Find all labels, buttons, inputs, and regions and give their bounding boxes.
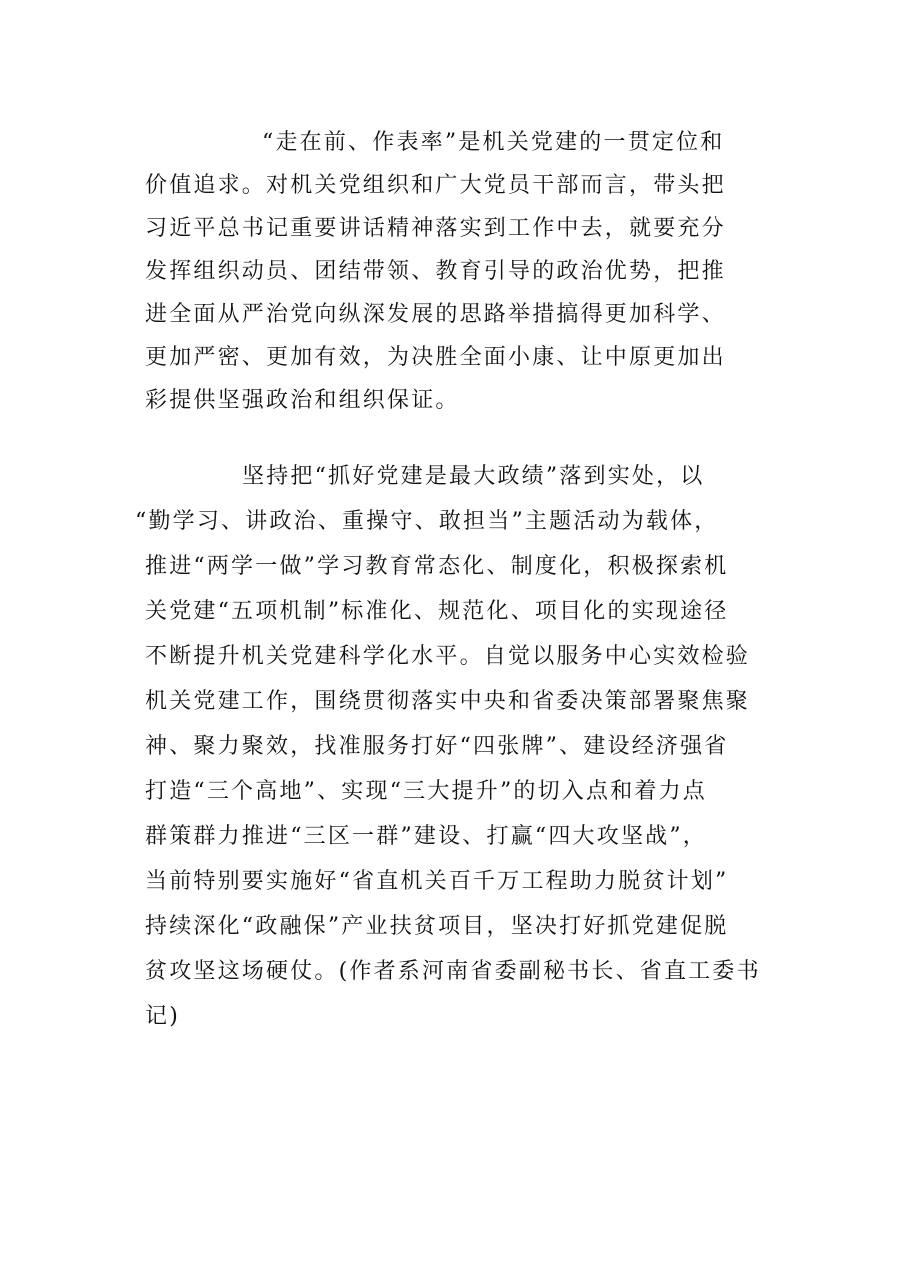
paragraph-1-line-7: 彩提供坚强政治和组织保证。 (145, 388, 460, 413)
paragraph-2-line-4: 关党建“五项机制”标准化、规范化、项目化的实现途径 (145, 599, 729, 624)
paragraph-1-line-3: 习近平总书记重要讲话精神落实到工作中去，就要充分 (145, 216, 726, 241)
paragraph-2-line-13: 记) (145, 1004, 180, 1029)
paragraph-2-line-8: 打造“三个高地”、实现“三大提升”的切入点和着力点 (145, 779, 707, 804)
paragraph-2-line-3: 推进“两学一做”学习教育常态化、制度化，积极探索机 (145, 554, 729, 579)
paragraph-1-line-5: 进全面从严治党向纵深发展的思路举措搞得更加科学、 (145, 302, 726, 327)
paragraph-1-line-1: “走在前、作表率”是机关党建的一贯定位和 (262, 130, 725, 155)
paragraph-2-line-10: 当前特别要实施好“省直机关百千万工程助力脱贫计划” (145, 869, 729, 894)
paragraph-2-line-6: 机关党建工作，围绕贯彻落实中央和省委决策部署聚焦聚 (145, 689, 751, 714)
paragraph-2-line-2: “勤学习、讲政治、重操守、敢担当”主题活动为载体， (135, 509, 719, 534)
paragraph-2-line-9: 群策群力推进“三区一群”建设、打赢“四大攻坚战”， (145, 824, 707, 849)
paragraph-1-line-6: 更加严密、更加有效，为决胜全面小康、让中原更加出 (145, 345, 726, 370)
paragraph-1-line-2: 价值追求。对机关党组织和广大党员干部而言，带头把 (145, 173, 726, 198)
paragraph-2-line-5: 不断提升机关党建科学化水平。自觉以服务中心实效检验 (145, 644, 751, 669)
paragraph-2-line-1: 坚持把“抓好党建是最大政绩”落到实处，以 (242, 464, 705, 489)
paragraph-2-line-11: 持续深化“政融保”产业扶贫项目，坚决打好抓党建促脱 (145, 914, 729, 939)
paragraph-2-line-7: 神、聚力聚效，找准服务打好“四张牌”、建设经济强省 (145, 734, 729, 759)
paragraph-1-line-4: 发挥组织动员、团结带领、教育引导的政治优势，把推 (145, 259, 726, 284)
paragraph-2-line-12: 贫攻坚这场硬仗。(作者系河南省委副秘书长、省直工委书 (145, 959, 761, 984)
